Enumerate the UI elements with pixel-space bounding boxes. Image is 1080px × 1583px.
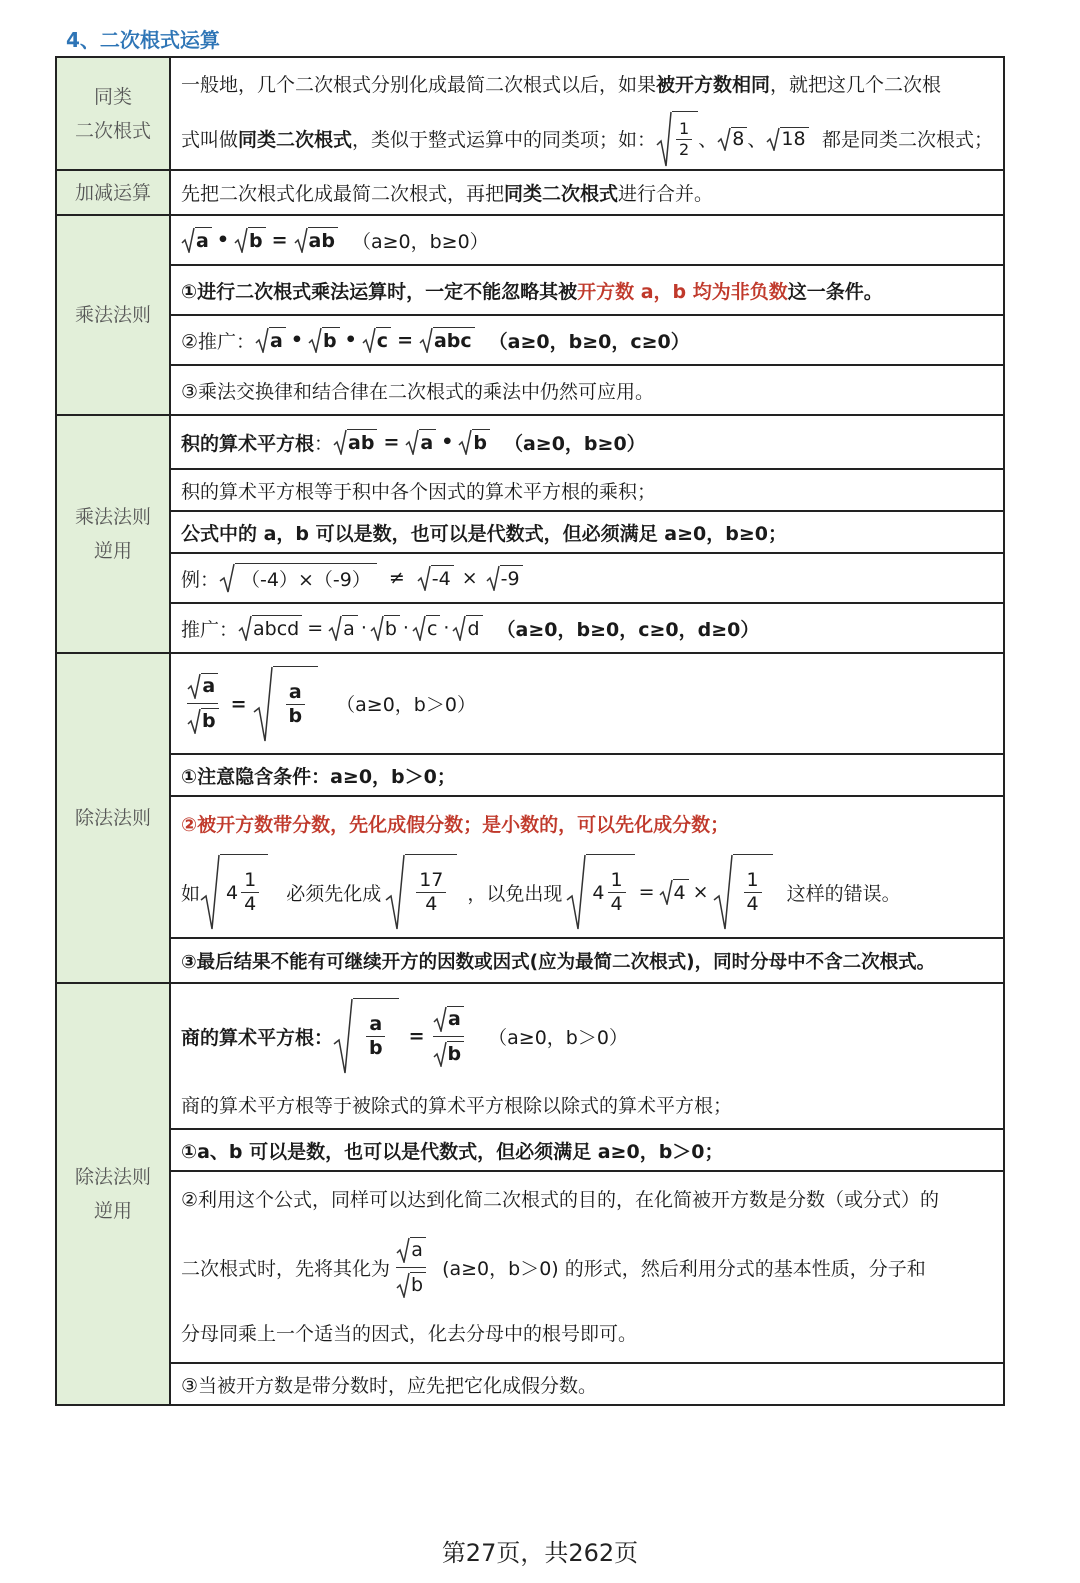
row-division-formula bbox=[56, 653, 1004, 754]
row-add-subtract bbox=[56, 170, 1004, 215]
text-cell: 公式中的 a，b 可以是数，也可以是代数式，但必须满足 a≥0，b≥0； bbox=[170, 511, 1004, 553]
text: ，类似于整式运算中的同类项；如： bbox=[352, 129, 657, 151]
emphasis: 同类二次根式 bbox=[238, 129, 353, 151]
note-cell: ①进行二次根式乘法运算时，一定不能忽略其被开方数 a，b 均为非负数这一条件。 bbox=[170, 265, 1004, 315]
note-cell: ②被开方数带分数，先化成假分数；是小数的，可以先化成分数； 如 4 $\frac{1}{4}$ 必须先化成 $\frac{17}{4}$ ，以免出现 4 $\frac{1}{4}$ = 4 × $\frac{1}{4}$ 这样的错误。 bbox=[170, 796, 1004, 938]
text: 一般地，几个二次根式分别化成最简二次根式以后，如果 bbox=[181, 74, 657, 96]
formula-cell: 商的算术平方根： $\frac{a}{b}$ = $\frac{a}{b}$ （a≥0，b＞0） 商的算术平方根等于被除式的算术平方根除以除式的算术平方根； bbox=[170, 983, 1004, 1129]
text: 式叫做 bbox=[181, 129, 239, 151]
definition-cell bbox=[170, 57, 1004, 170]
category-label: 除法法则 bbox=[56, 653, 170, 983]
text: ，就把这几个二次根 bbox=[770, 74, 942, 96]
row-division-note3 bbox=[56, 938, 1004, 983]
sqrt: 8 bbox=[717, 127, 747, 151]
row-mul-inverse-general bbox=[56, 603, 1004, 653]
row-multiplication-note1 bbox=[56, 265, 1004, 315]
row-mul-inverse-formula bbox=[56, 415, 1004, 469]
row-div-inverse-note2 bbox=[56, 1171, 1004, 1363]
text: 、 bbox=[698, 129, 718, 151]
row-multiplication-note2 bbox=[56, 315, 1004, 365]
text: 、 bbox=[747, 129, 767, 151]
text: 都是同类二次根式； bbox=[821, 129, 993, 151]
row-mul-inverse-example bbox=[56, 553, 1004, 603]
page-footer: 第27页，共262页 bbox=[441, 1539, 639, 1567]
row-division-note1 bbox=[56, 754, 1004, 796]
note-cell: ①a、b 可以是数，也可以是代数式，但必须满足 a≥0，b＞0； bbox=[170, 1129, 1004, 1171]
general-cell: 推广： abcd = a · b · c · d （a≥0，b≥0，c≥0，d≥0） bbox=[170, 603, 1004, 653]
section-title: 4、二次根式运算 bbox=[66, 28, 220, 52]
category-label: 乘法法则 逆用 bbox=[56, 415, 170, 653]
notes-table bbox=[55, 56, 1005, 1406]
text-cell: 积的算术平方根等于积中各个因式的算术平方根的乘积； bbox=[170, 469, 1004, 511]
row-div-inverse-formula bbox=[56, 983, 1004, 1129]
row-multiplication-note3 bbox=[56, 365, 1004, 415]
category-label: 乘法法则 bbox=[56, 215, 170, 415]
category-label: 除法法则 逆用 bbox=[56, 983, 170, 1405]
formula-cell: a • b = ab （a≥0，b≥0） bbox=[170, 215, 1004, 265]
row-div-inverse-note1 bbox=[56, 1129, 1004, 1171]
category-label: 同类 二次根式 bbox=[56, 57, 170, 170]
formula-cell: $\frac{a}{b}$ = $\frac{a}{b}$ （a≥0，b＞0） bbox=[170, 653, 1004, 754]
row-multiplication-formula bbox=[56, 215, 1004, 265]
category-label: 加减运算 bbox=[56, 170, 170, 215]
rule-cell: 先把二次根式化成最简二次根式，再把同类二次根式进行合并。 bbox=[170, 170, 1004, 215]
note-cell: ③乘法交换律和结合律在二次根式的乘法中仍然可应用。 bbox=[170, 365, 1004, 415]
formula-cell: 积的算术平方根 ： ab = a • b （a≥0，b≥0） bbox=[170, 415, 1004, 469]
row-like-radicals bbox=[56, 57, 1004, 170]
row-mul-inverse-text bbox=[56, 469, 1004, 511]
sqrt-fraction: $\frac{1}{2}$ bbox=[656, 111, 698, 167]
sqrt: 18 bbox=[766, 127, 808, 151]
note-cell: ①注意隐含条件：a≥0，b＞0； bbox=[170, 754, 1004, 796]
note-cell: ②推广： a • b • c = abc （a≥0，b≥0，c≥0） bbox=[170, 315, 1004, 365]
row-div-inverse-note3 bbox=[56, 1363, 1004, 1405]
example-cell: 例： （-4）×（-9） ≠ -4 × -9 bbox=[170, 553, 1004, 603]
row-mul-inverse-condition bbox=[56, 511, 1004, 553]
emphasis: 被开方数相同 bbox=[656, 74, 771, 96]
row-division-note2 bbox=[56, 796, 1004, 938]
note-cell: ③当被开方数是带分数时，应先把它化成假分数。 bbox=[170, 1363, 1004, 1405]
note-cell: ②利用这个公式，同样可以达到化简二次根式的目的，在化简被开方数是分数（或分式）的 二次根式时，先将其化为 $\frac{a}{b}$ (a≥0，b＞0) 的形式，然后利用分式的基本性质，分子和 分母同乘上一个适当的因式，化去分母中的根号即可。 bbox=[170, 1171, 1004, 1363]
note-cell: ③最后结果不能有可继续开方的因数或因式(应为最简二次根式)，同时分母中不含二次根式。 bbox=[170, 938, 1004, 983]
